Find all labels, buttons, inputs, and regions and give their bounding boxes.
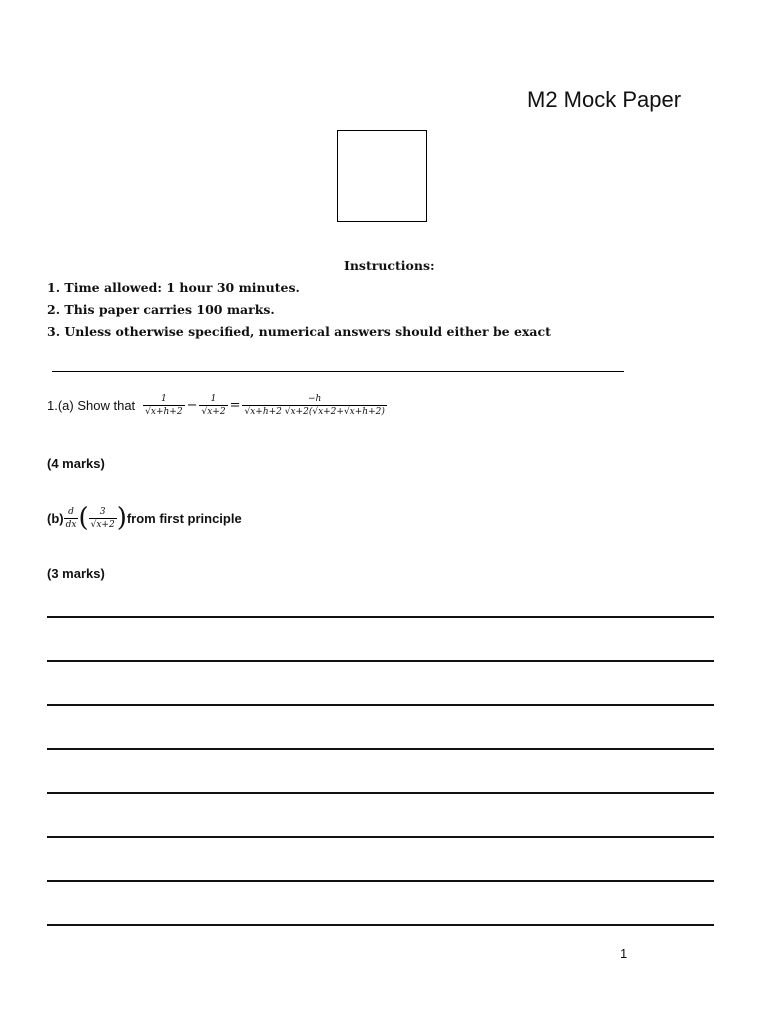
answer-line[interactable] (47, 924, 714, 926)
marks-label-1a: (4 marks) (47, 456, 105, 471)
question-1b (47, 505, 242, 531)
question-1b-suffix: from first principle (126, 510, 242, 526)
close-paren: ) (116, 503, 127, 533)
fraction-result (242, 393, 386, 418)
derivative-operator (64, 506, 79, 531)
fraction-term-1 (143, 393, 184, 418)
question-1a (47, 393, 387, 418)
open-paren: ( (78, 503, 89, 533)
fraction-numerator: 1 (161, 394, 167, 404)
answer-line[interactable] (47, 748, 714, 750)
answer-line[interactable] (47, 616, 714, 618)
answer-line[interactable] (47, 792, 714, 794)
question-1a-prefix: 1.(a) Show that (47, 398, 136, 413)
fraction-numerator: −h (308, 394, 322, 404)
answer-line[interactable] (47, 704, 714, 706)
question-1b-prefix: (b) (47, 510, 64, 526)
minus-sign: − (186, 398, 198, 413)
answer-line[interactable] (47, 836, 714, 838)
paper-title: M2 Mock Paper (527, 87, 682, 112)
section-divider (52, 371, 624, 372)
derivative-denominator: dx (65, 519, 77, 530)
fraction-denominator: √x+h+2 (145, 407, 183, 417)
page-number: 1 (620, 946, 628, 961)
candidate-number-box (337, 130, 427, 222)
fraction-numerator: 3 (99, 506, 106, 517)
instruction-item: 2. This paper carries 100 marks. (47, 302, 275, 317)
fraction-numerator: 1 (210, 394, 217, 404)
answer-line[interactable] (47, 880, 714, 882)
derivative-numerator: d (68, 506, 74, 517)
equals-sign: = (229, 398, 241, 413)
inner-fraction (89, 506, 117, 531)
instructions-heading: Instructions: (344, 258, 435, 273)
fraction-denominator: √x+2 (90, 519, 115, 530)
fraction-denominator: √x+h+2 √x+2(√x+2+√x+h+2) (244, 407, 385, 417)
fraction-term-2 (199, 393, 227, 418)
marks-label-1b: (3 marks) (47, 566, 105, 581)
instruction-item: 3. Unless otherwise specified, numerical answers should either be exact (47, 324, 551, 339)
fraction-denominator: √x+2 (201, 407, 226, 417)
instruction-item: 1. Time allowed: 1 hour 30 minutes. (47, 280, 300, 295)
answer-line[interactable] (47, 660, 714, 662)
